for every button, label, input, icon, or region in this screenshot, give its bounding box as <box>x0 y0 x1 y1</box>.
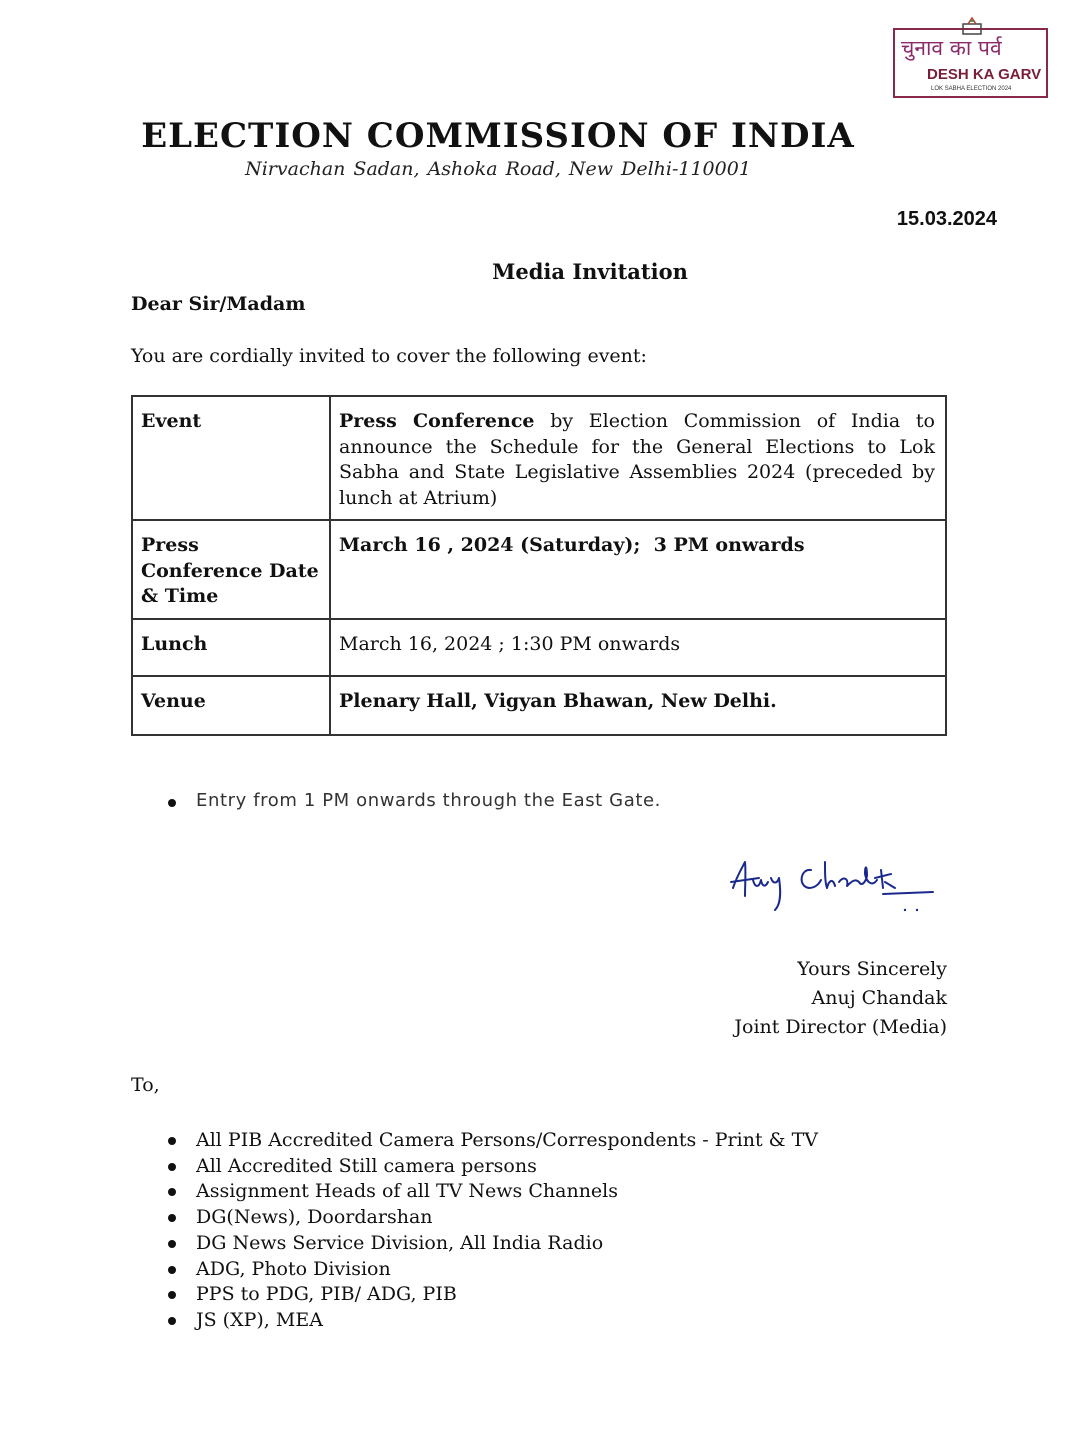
event-value-rest: by Election Commission of India to announce the Schedule for the General Elections to Lok Sabha and State Legislative Assemblies 2024 (preceded by lunch at Atrium) <box>339 410 935 509</box>
recipients-list <box>165 1128 818 1334</box>
list-item: DG News Service Division, All India Radio <box>196 1231 818 1257</box>
list-item: PPS to PDG, PIB/ ADG, PIB <box>196 1282 818 1308</box>
list-item: Assignment Heads of all TV News Channels <box>196 1179 818 1205</box>
logo-english-text: DESH KA GARV <box>927 66 1042 83</box>
lunch-value: March 16, 2024 ; 1:30 PM onwards <box>330 619 946 676</box>
list-item: ADG, Photo Division <box>196 1257 818 1283</box>
press-conference-label: Press Conference Date & Time <box>132 520 330 619</box>
election-logo <box>893 28 1048 98</box>
list-item: All PIB Accredited Camera Persons/Correspondents - Print & TV <box>196 1128 818 1154</box>
table-row-event <box>132 396 946 520</box>
venue-label: Venue <box>132 676 330 735</box>
event-details-table <box>131 395 947 736</box>
entry-note: Entry from 1 PM onwards through the East Gate. <box>196 790 661 811</box>
sign-off-block <box>734 955 947 1042</box>
table-row-press-conference <box>132 520 946 619</box>
handwritten-signature <box>715 848 945 920</box>
table-row-venue <box>132 676 946 735</box>
venue-value: Plenary Hall, Vigyan Bhawan, New Delhi. <box>330 676 946 735</box>
organization-title: ELECTION COMMISSION OF INDIA <box>141 116 855 156</box>
event-value-bold: Press Conference <box>339 410 535 432</box>
event-label: Event <box>132 396 330 520</box>
signatory-name: Anuj Chandak <box>811 987 947 1009</box>
salutation: Dear Sir/Madam <box>131 293 306 315</box>
intro-text: You are cordially invited to cover the following event: <box>131 345 647 367</box>
list-item: JS (XP), MEA <box>196 1308 818 1334</box>
ballot-box-icon <box>959 16 985 36</box>
signatory-designation: Joint Director (Media) <box>734 1016 947 1038</box>
event-value <box>330 396 946 520</box>
organization-address: Nirvachan Sadan, Ashoka Road, New Delhi-110001 <box>245 158 751 180</box>
document-title: Media Invitation <box>492 259 688 284</box>
logo-hindi-text: चुनाव का पर्व <box>901 36 1002 60</box>
list-item: DG(News), Doordarshan <box>196 1205 818 1231</box>
closing-text: Yours Sincerely <box>797 958 947 980</box>
table-row-lunch <box>132 619 946 676</box>
letter-date: 15.03.2024 <box>896 208 997 230</box>
lunch-label: Lunch <box>132 619 330 676</box>
to-label: To, <box>131 1074 160 1096</box>
press-conference-value: March 16 , 2024 (Saturday); 3 PM onwards <box>330 520 946 619</box>
list-item: All Accredited Still camera persons <box>196 1154 818 1180</box>
logo-subtext: LOK SABHA ELECTION 2024 <box>931 86 1012 92</box>
entry-note-list <box>165 790 661 811</box>
